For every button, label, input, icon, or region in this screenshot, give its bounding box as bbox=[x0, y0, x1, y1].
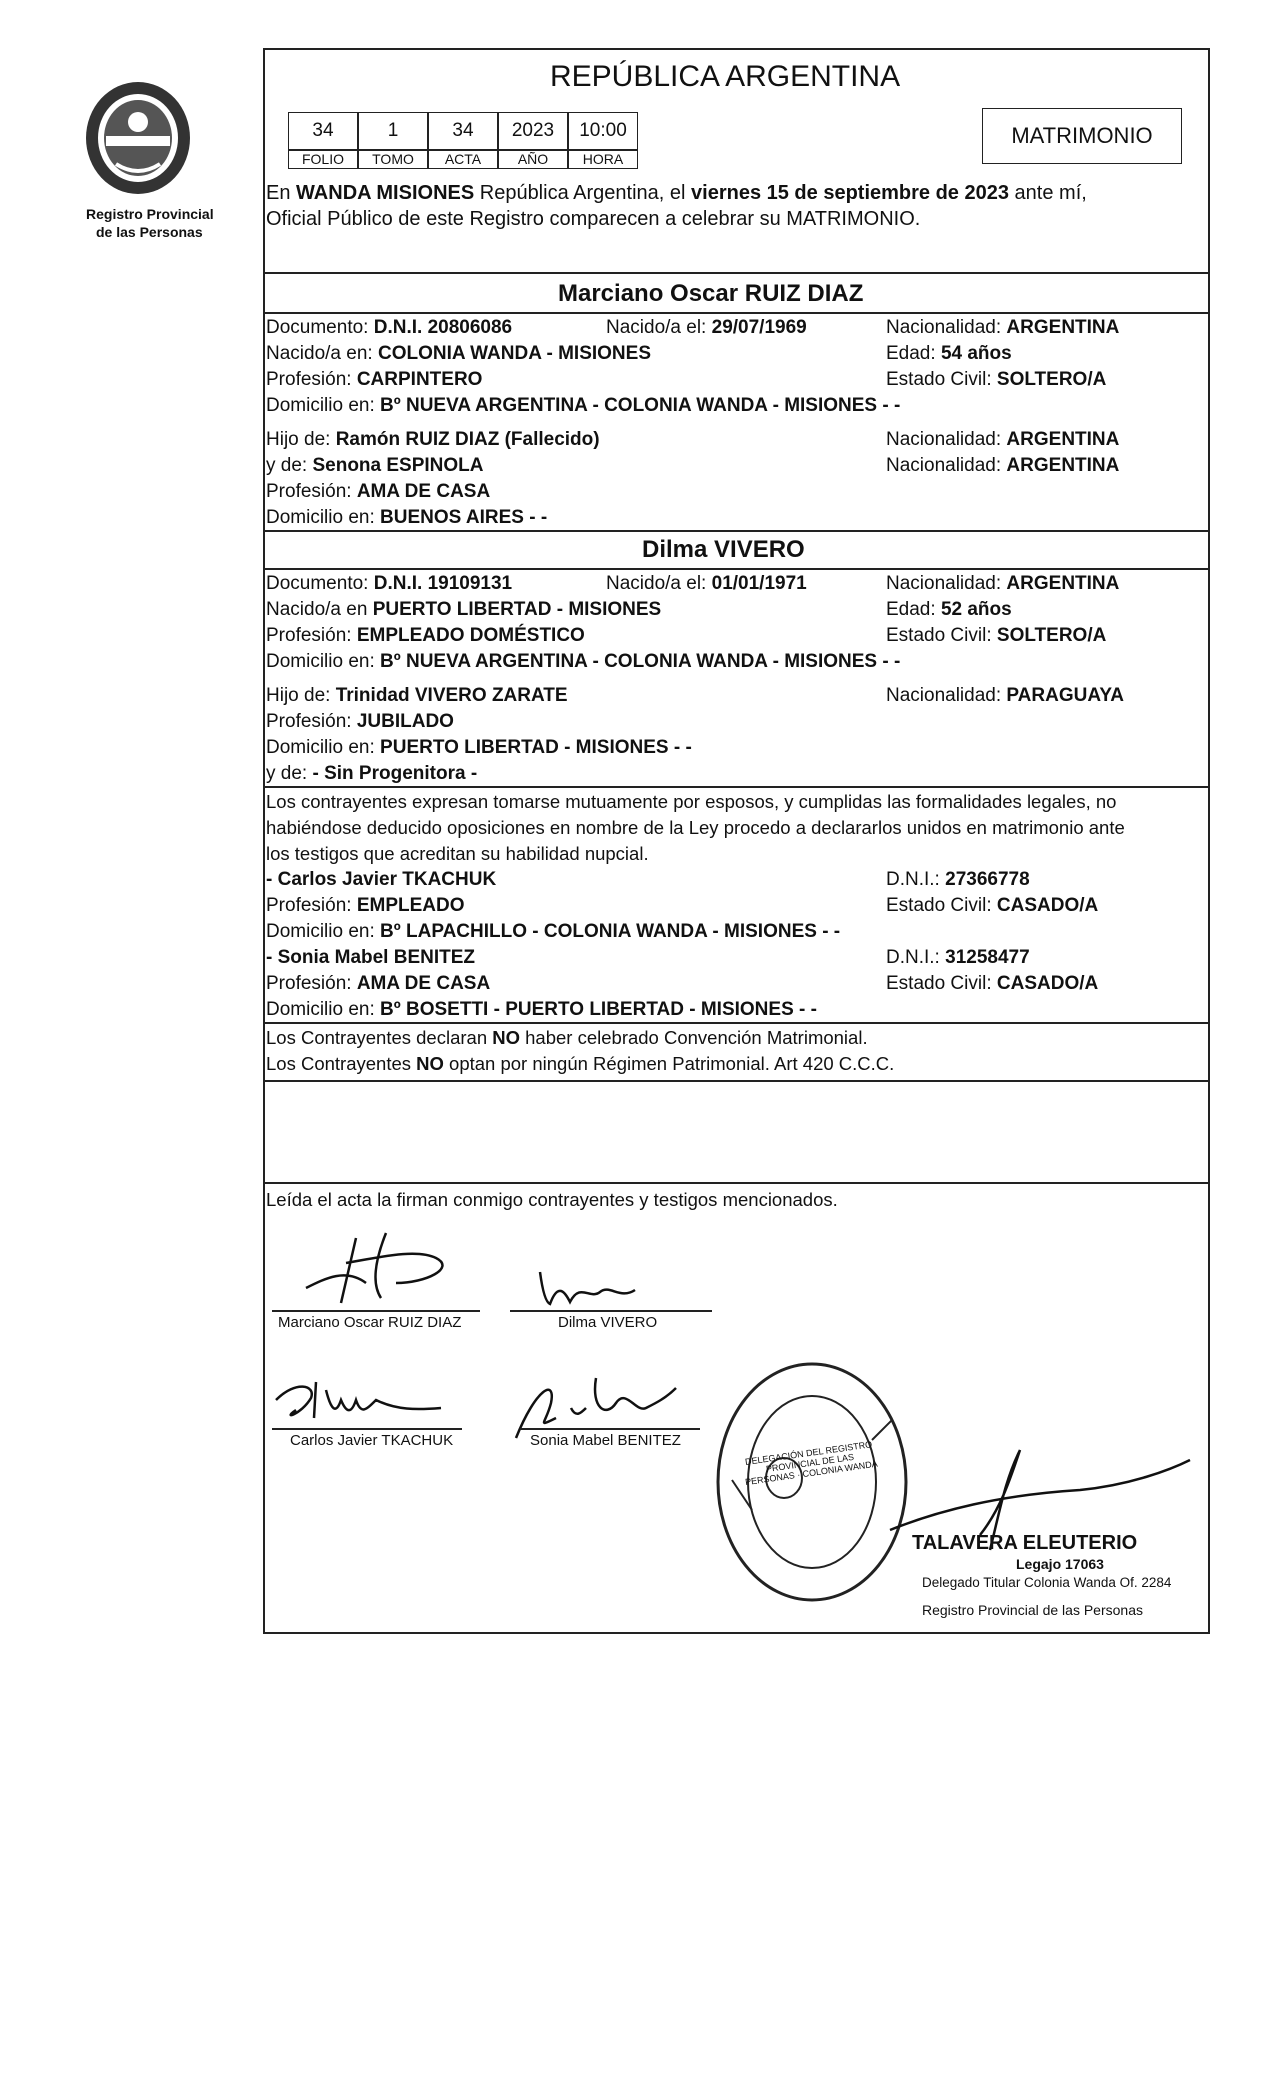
groom-name: Marciano Oscar RUIZ DIAZ bbox=[558, 280, 864, 307]
bride-civil-status: Estado Civil: SOLTERO/A bbox=[886, 625, 1107, 646]
witness-1-address: Domicilio en: Bº LAPACHILLO - COLONIA WANDA - MISIONES - - bbox=[266, 921, 841, 942]
groom-father: Hijo de: Ramón RUIZ DIAZ (Fallecido) bbox=[266, 429, 600, 450]
year-value: 2023 bbox=[498, 112, 568, 150]
witness-1-civil-status: Estado Civil: CASADO/A bbox=[886, 895, 1099, 916]
bride-nationality: Nacionalidad: ARGENTINA bbox=[886, 573, 1120, 594]
groom-mother: y de: Senona ESPINOLA bbox=[266, 455, 484, 476]
folio-label: FOLIO bbox=[288, 150, 358, 169]
logo-caption-1: Registro Provincial bbox=[86, 206, 214, 222]
intro-place: WANDA MISIONES bbox=[296, 182, 475, 204]
declaration-line-2: habiéndose deducido oposiciones en nombre de la Ley procedo a declararlos unidos en matrimonio ante bbox=[266, 817, 1125, 838]
frame-top bbox=[263, 48, 1210, 50]
divider-bride-top bbox=[263, 530, 1210, 532]
bride-address: Domicilio en: Bº NUEVA ARGENTINA - COLONIA WANDA - MISIONES - - bbox=[266, 651, 901, 672]
witness-2-dni: D.N.I.: 31258477 bbox=[886, 947, 1030, 968]
logo-caption-2: de las Personas bbox=[96, 224, 203, 240]
frame-left bbox=[263, 48, 265, 1634]
intro-prefix: En bbox=[266, 182, 291, 204]
convention-line-2: Los Contrayentes NO optan por ningún Régimen Patrimonial. Art 420 C.C.C. bbox=[266, 1053, 895, 1074]
groom-birthplace: Nacido/a en: COLONIA WANDA - MISIONES bbox=[266, 343, 652, 364]
sig-line-4 bbox=[520, 1428, 700, 1430]
doc-type-box: MATRIMONIO bbox=[982, 108, 1182, 164]
country-title: REPÚBLICA ARGENTINA bbox=[550, 60, 901, 93]
sig-caption-2: Dilma VIVERO bbox=[558, 1314, 658, 1331]
frame-right bbox=[1208, 48, 1210, 1634]
bride-father: Hijo de: Trinidad VIVERO ZARATE bbox=[266, 685, 568, 706]
sig-caption-4: Sonia Mabel BENITEZ bbox=[530, 1432, 681, 1449]
groom-profession: Profesión: CARPINTERO bbox=[266, 369, 483, 390]
groom-parent-address: Domicilio en: BUENOS AIRES - - bbox=[266, 507, 548, 528]
seal-text: DELEGACIÓN DEL REGISTRO PROVINCIAL DE LAS PERSONAS · COLONIA WANDA bbox=[744, 1439, 879, 1488]
intro-line-2: Oficial Público de este Registro comparecen a celebrar su MATRIMONIO. bbox=[266, 208, 921, 230]
bride-parent-address: Domicilio en: PUERTO LIBERTAD - MISIONES - - bbox=[266, 737, 692, 758]
tomo-value: 1 bbox=[358, 112, 428, 150]
witness-2-profession: Profesión: AMA DE CASA bbox=[266, 973, 491, 994]
officer-role: Delegado Titular Colonia Wanda Of. 2284 bbox=[922, 1575, 1172, 1590]
closing-statement: Leída el acta la firman conmigo contrayentes y testigos mencionados. bbox=[266, 1189, 838, 1210]
signature-2 bbox=[530, 1262, 650, 1312]
sig-line-3 bbox=[272, 1428, 462, 1430]
officer-legajo: Legajo 17063 bbox=[1016, 1556, 1104, 1572]
groom-age: Edad: 54 años bbox=[886, 343, 1012, 364]
groom-nationality: Nacionalidad: ARGENTINA bbox=[886, 317, 1120, 338]
witness-1-dni: D.N.I.: 27366778 bbox=[886, 869, 1030, 890]
bride-name: Dilma VIVERO bbox=[642, 536, 805, 563]
tomo-label: TOMO bbox=[358, 150, 428, 169]
bride-parent-profession: Profesión: JUBILADO bbox=[266, 711, 454, 732]
divider-declaration-top bbox=[263, 786, 1210, 788]
sig-line-2 bbox=[510, 1310, 712, 1312]
signature-1 bbox=[286, 1228, 486, 1308]
convention-line-1: Los Contrayentes declaran NO haber celebrado Convención Matrimonial. bbox=[266, 1027, 868, 1048]
witness-2-civil-status: Estado Civil: CASADO/A bbox=[886, 973, 1099, 994]
frame-bottom bbox=[263, 1632, 1210, 1634]
divider-signatures-top bbox=[263, 1182, 1210, 1184]
bride-mother: y de: - Sin Progenitora - bbox=[266, 763, 478, 784]
signature-3 bbox=[266, 1370, 446, 1430]
groom-parent-profession: Profesión: AMA DE CASA bbox=[266, 481, 491, 502]
declaration-line-3: los testigos que acreditan su habilidad nupcial. bbox=[266, 843, 649, 864]
bride-birthplace: Nacido/a en PUERTO LIBERTAD - MISIONES bbox=[266, 599, 662, 620]
intro-line-1 bbox=[266, 182, 1087, 205]
officer-name: TALAVERA ELEUTERIO bbox=[912, 1532, 1138, 1554]
divider-blank-top bbox=[263, 1080, 1210, 1082]
divider-bride-name bbox=[263, 568, 1210, 570]
groom-mother-nationality: Nacionalidad: ARGENTINA bbox=[886, 455, 1120, 476]
bride-age: Edad: 52 años bbox=[886, 599, 1012, 620]
sig-caption-3: Carlos Javier TKACHUK bbox=[290, 1432, 454, 1449]
acta-label: ACTA bbox=[428, 150, 498, 169]
divider-groom-name bbox=[263, 312, 1210, 314]
groom-civil-status: Estado Civil: SOLTERO/A bbox=[886, 369, 1107, 390]
groom-address: Domicilio en: Bº NUEVA ARGENTINA - COLONIA WANDA - MISIONES - - bbox=[266, 395, 901, 416]
groom-born: Nacido/a el: 29/07/1969 bbox=[606, 317, 807, 338]
groom-doc: Documento: D.N.I. 20806086 bbox=[266, 317, 513, 338]
witness-1-name: - Carlos Javier TKACHUK bbox=[266, 869, 497, 890]
witness-2-address: Domicilio en: Bº BOSETTI - PUERTO LIBERTAD - MISIONES - - bbox=[266, 999, 817, 1020]
folio-value: 34 bbox=[288, 112, 358, 150]
sig-line-1 bbox=[272, 1310, 480, 1312]
declaration-line-1: Los contrayentes expresan tomarse mutuamente por esposos, y cumplidas las formalidades legales, no bbox=[266, 791, 1117, 812]
hour-label: HORA bbox=[568, 150, 638, 169]
bride-profession: Profesión: EMPLEADO DOMÉSTICO bbox=[266, 625, 585, 646]
hour-value: 10:00 bbox=[568, 112, 638, 150]
intro-mid: República Argentina, el bbox=[479, 182, 686, 204]
bride-father-nationality: Nacionalidad: PARAGUAYA bbox=[886, 685, 1124, 706]
bride-born: Nacido/a el: 01/01/1971 bbox=[606, 573, 807, 594]
witness-1-profession: Profesión: EMPLEADO bbox=[266, 895, 465, 916]
intro-date: viernes 15 de septiembre de 2023 bbox=[691, 182, 1009, 204]
sig-caption-1: Marciano Oscar RUIZ DIAZ bbox=[278, 1314, 462, 1331]
year-label: AÑO bbox=[498, 150, 568, 169]
intro-end: ante mí, bbox=[1014, 182, 1087, 204]
bride-doc: Documento: D.N.I. 19109131 bbox=[266, 573, 513, 594]
officer-org: Registro Provincial de las Personas bbox=[922, 1602, 1143, 1618]
divider-conventions-top bbox=[263, 1022, 1210, 1024]
provincial-logo bbox=[76, 74, 201, 199]
acta-value: 34 bbox=[428, 112, 498, 150]
witness-2-name: - Sonia Mabel BENITEZ bbox=[266, 947, 476, 968]
divider-groom-top bbox=[263, 272, 1210, 274]
groom-father-nationality: Nacionalidad: ARGENTINA bbox=[886, 429, 1120, 450]
